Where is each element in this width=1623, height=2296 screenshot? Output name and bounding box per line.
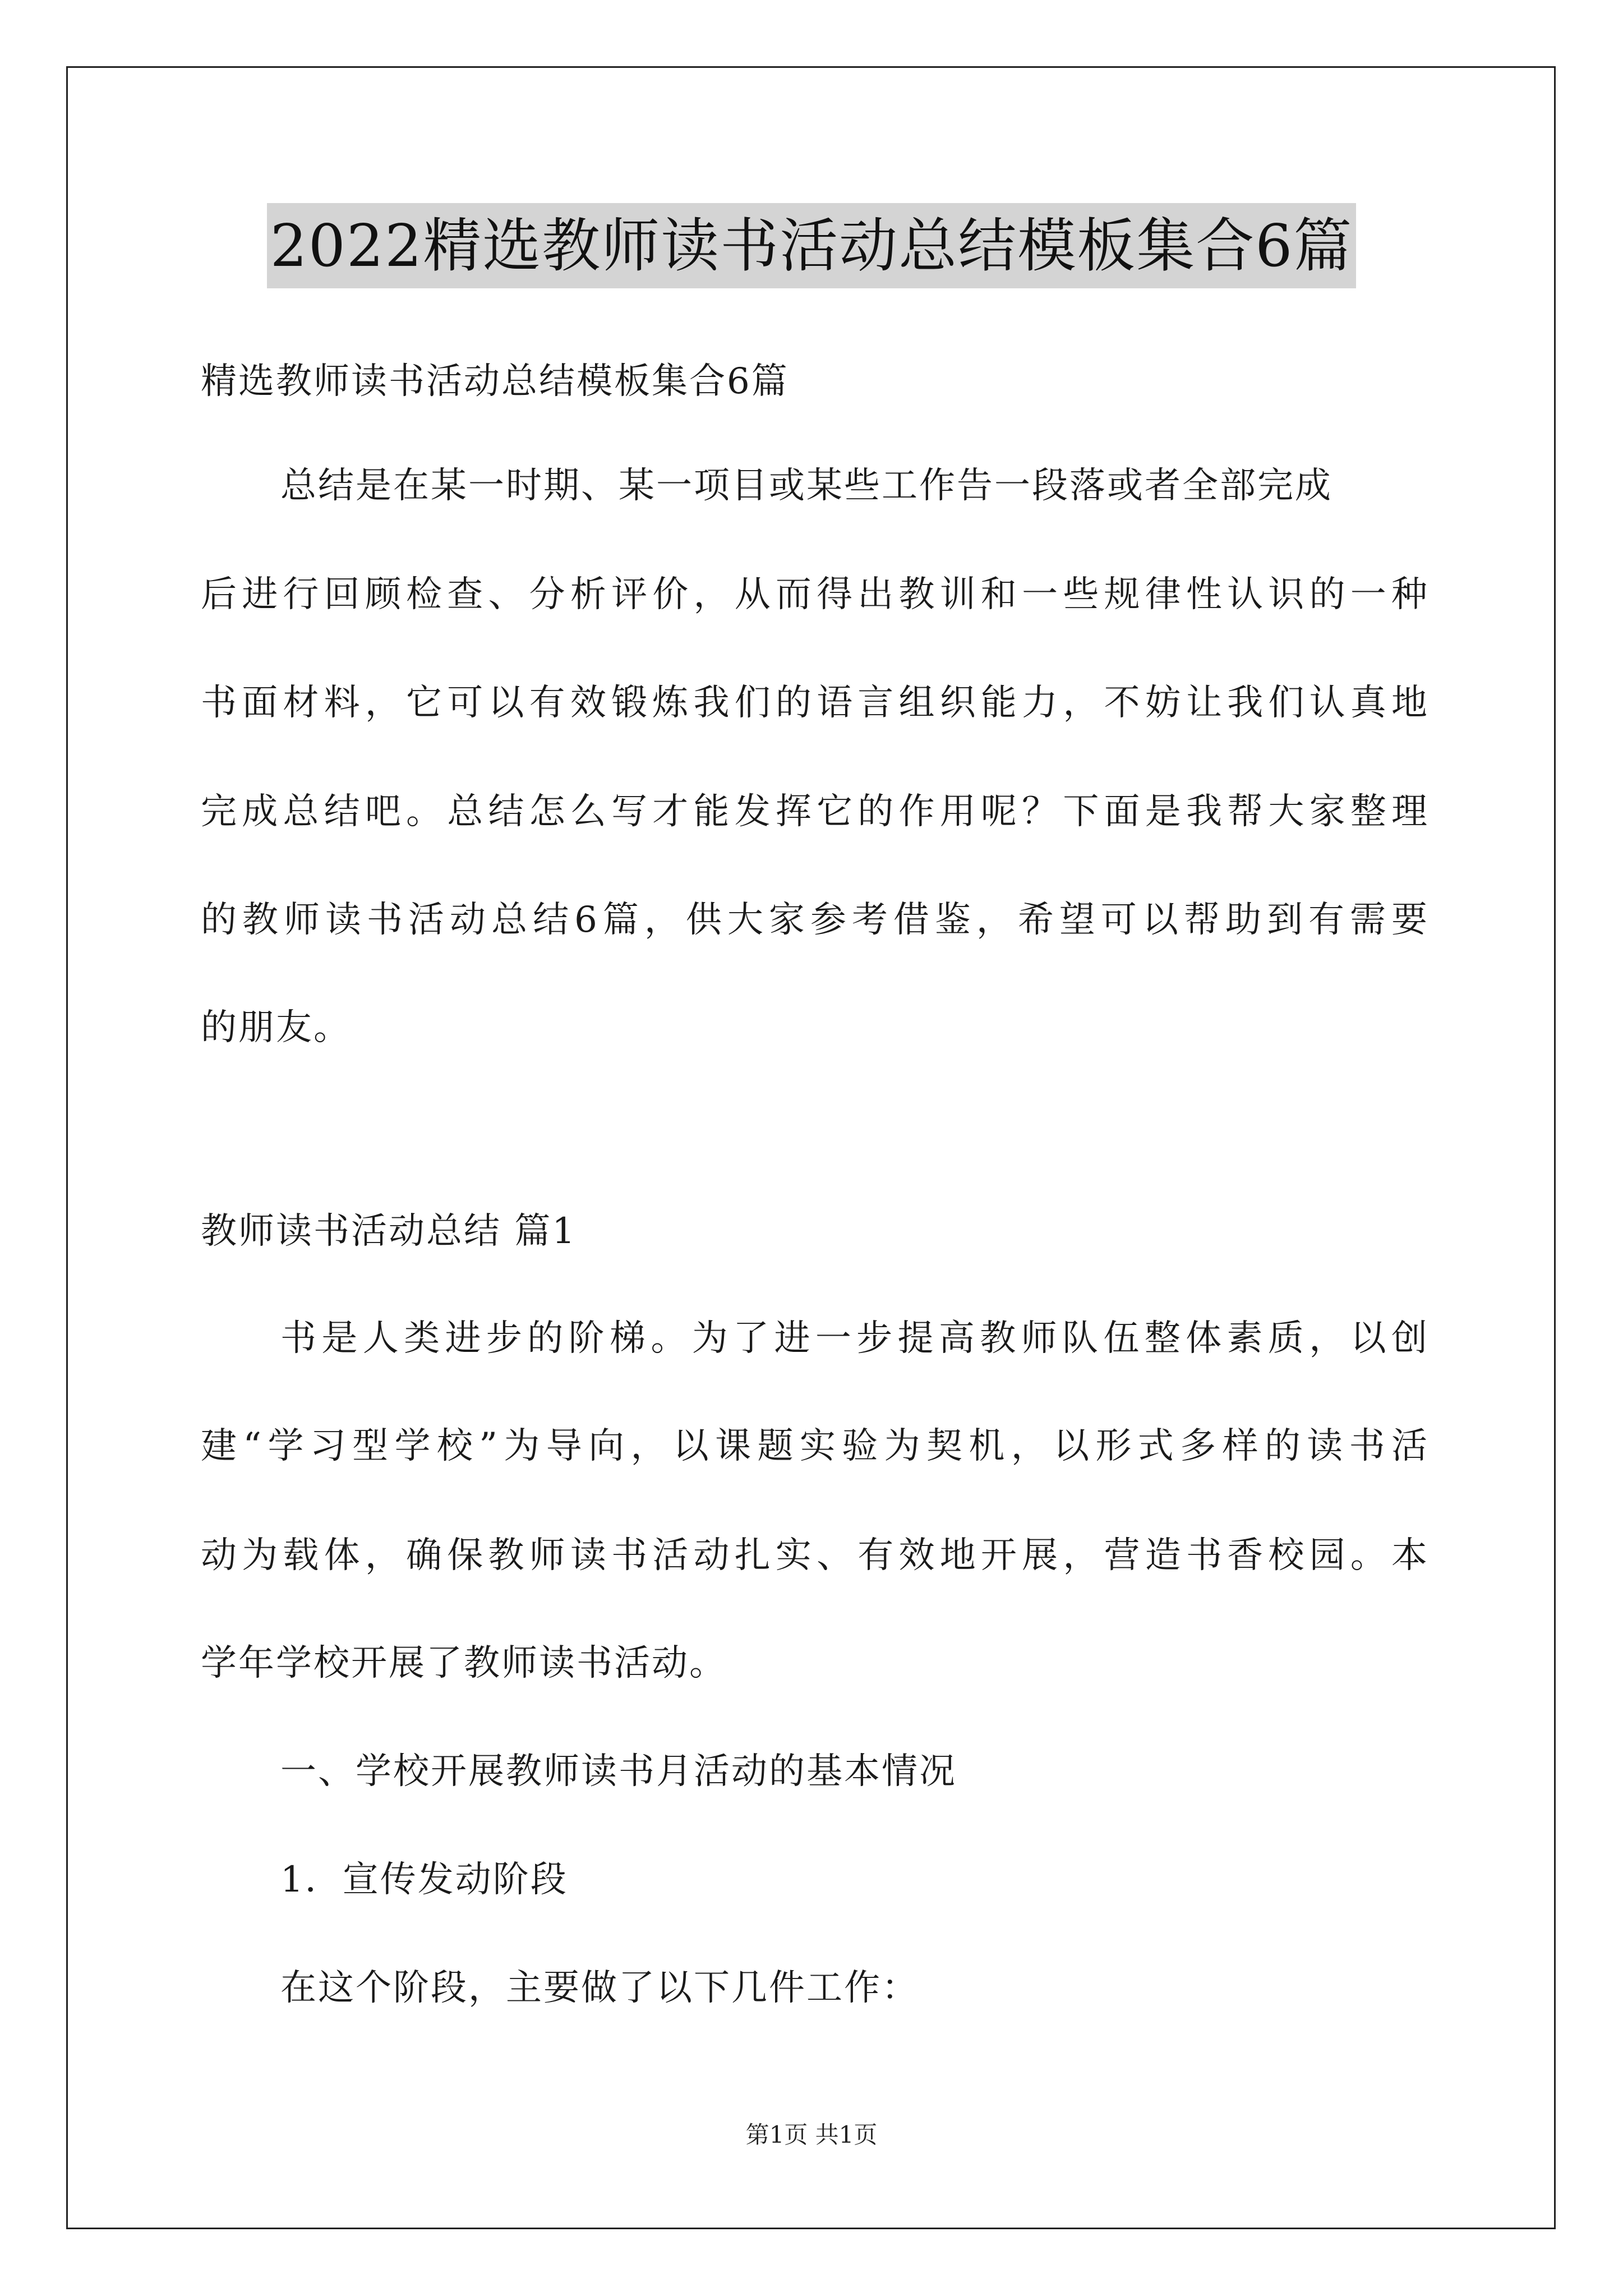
intro-line: 的朋友。 [201, 1007, 351, 1048]
section-line: 动为载体，确保教师读书活动扎实、有效地开展，营造书香校园。本 [201, 1535, 1429, 1576]
intro-line: 总结是在某一时期、某一项目或某些工作告一段落或者全部完成 [280, 465, 1332, 507]
subtitle: 精选教师读书活动总结模板集合6篇 [201, 361, 789, 402]
section-heading: 教师读书活动总结 篇1 [201, 1211, 577, 1252]
intro-line: 的教师读书活动总结6篇，供大家参考借鉴，希望可以帮助到有需要 [201, 899, 1429, 941]
title-block [0, 203, 1623, 288]
document-title: 2022精选教师读书活动总结模板集合6篇 [267, 203, 1357, 288]
subheading: 一、学校开展教师读书月活动的基本情况 [280, 1751, 957, 1792]
intro-line: 后进行回顾检查、分析评价，从而得出教训和一些规律性认识的一种 [201, 574, 1429, 615]
section-line: 建“学习型学校”为导向，以课题实验为契机，以形式多样的读书活 [201, 1425, 1429, 1467]
section-line: 书是人类进步的阶梯。为了进一步提高教师队伍整体素质，以创 [280, 1318, 1429, 1359]
intro-line: 完成总结吧。总结怎么写才能发挥它的作用呢？下面是我帮大家整理 [201, 791, 1429, 832]
subheading: 1．宣传发动阶段 [280, 1859, 568, 1901]
page-footer: 第1页 共1页 [745, 2121, 878, 2148]
paragraph: 在这个阶段，主要做了以下几件工作： [280, 1967, 919, 2009]
intro-line: 书面材料，它可以有效锻炼我们的语言组织能力，不妨让我们认真地 [201, 682, 1429, 724]
section-line: 学年学校开展了教师读书活动。 [201, 1642, 727, 1684]
